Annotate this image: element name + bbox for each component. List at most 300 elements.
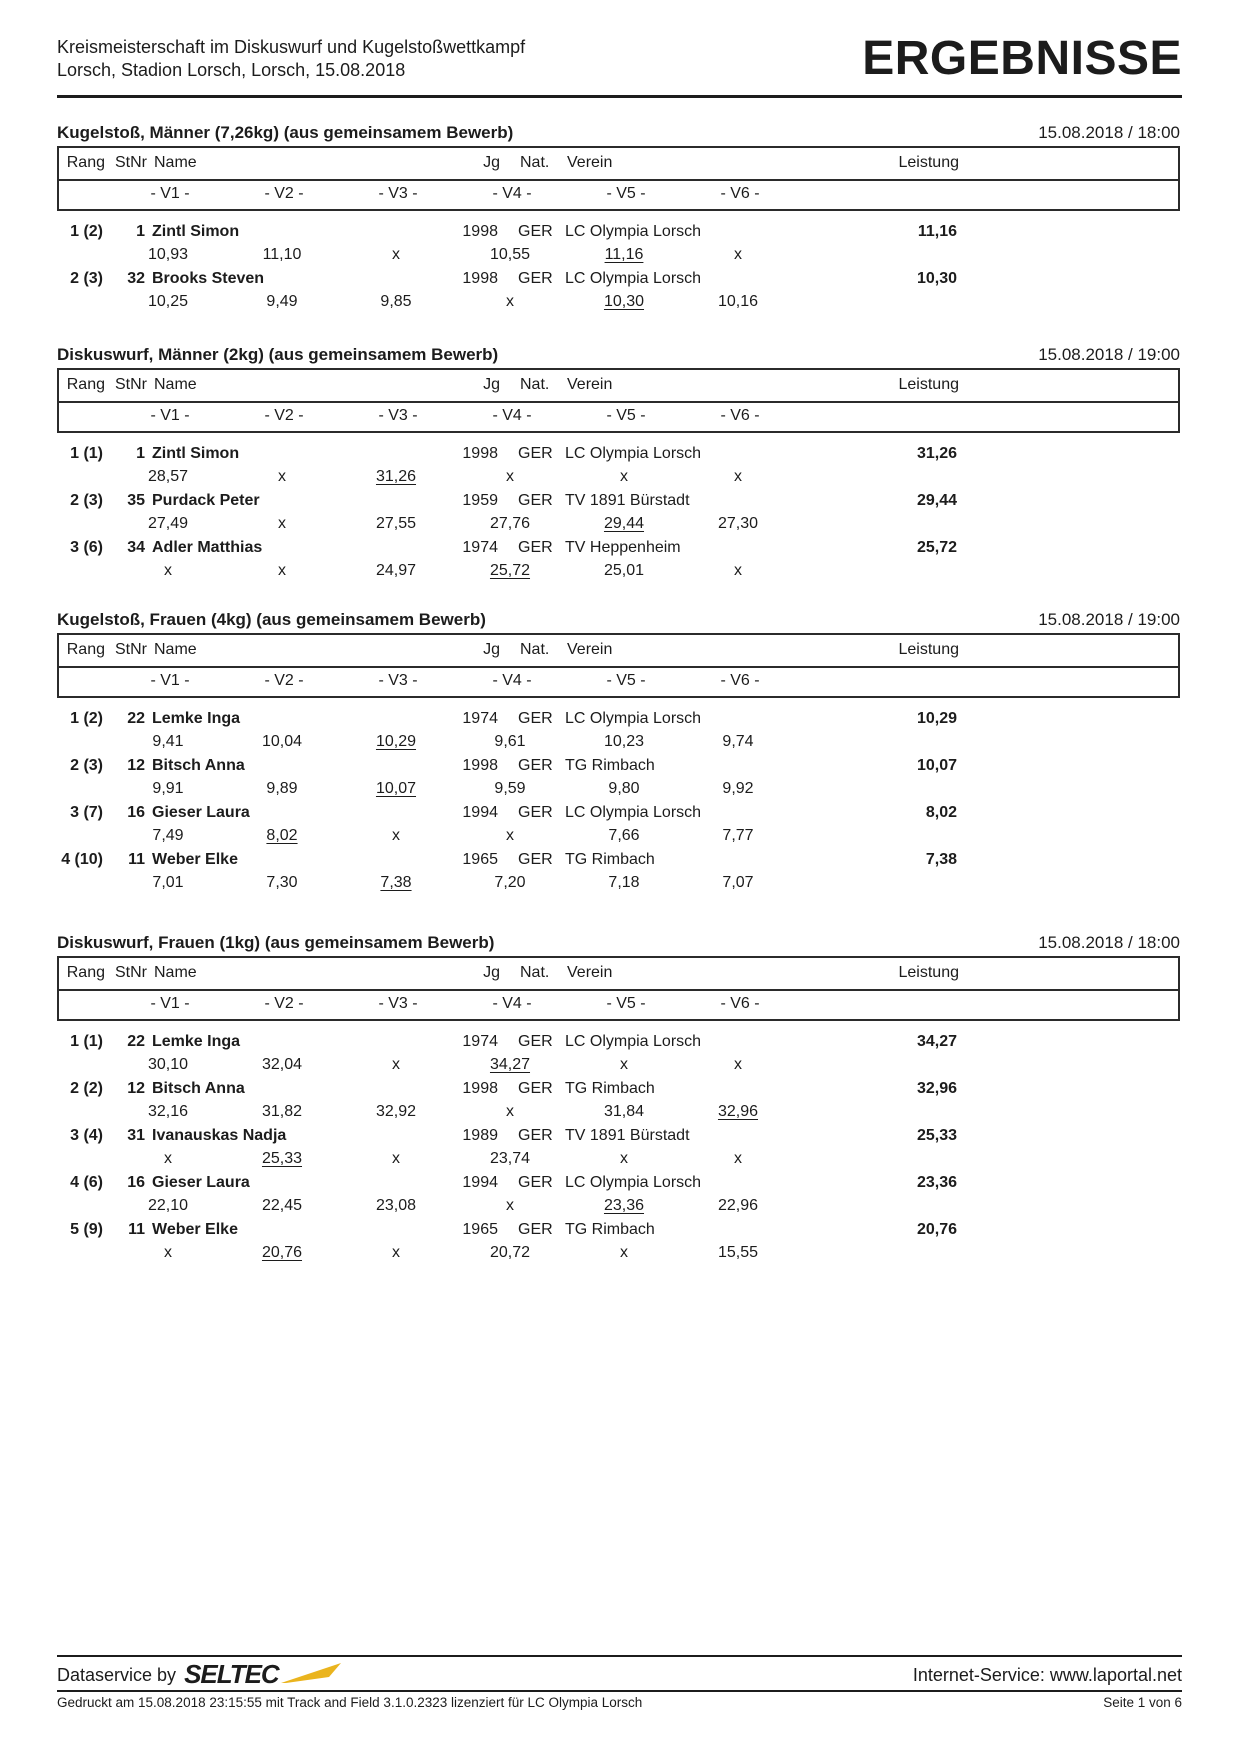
- entry-main-row: [57, 220, 1180, 243]
- col-header-v6: - V6 -: [720, 185, 760, 202]
- col-header-v1: - V1 -: [150, 672, 190, 689]
- attempt-v4: 20,72: [489, 1244, 531, 1261]
- attempt-v4: 9,61: [494, 733, 526, 750]
- entry-nationality: GER: [518, 851, 553, 868]
- attempt-v4: 27,76: [489, 515, 531, 532]
- entry-bib: 35: [127, 492, 145, 509]
- entry-bib: 22: [127, 710, 145, 727]
- entries-list: [57, 1030, 1180, 1264]
- entry-result: 11,16: [917, 223, 957, 240]
- entry-nationality: GER: [518, 1221, 553, 1238]
- entry-result: 10,07: [916, 757, 957, 774]
- entry-rank: 3 (7): [70, 804, 103, 821]
- entry-result: 20,76: [916, 1221, 957, 1238]
- attempt-v5: 31,84: [603, 1103, 645, 1120]
- entry-athlete-name: Lemke Inga: [152, 1033, 241, 1050]
- attempt-v6: 10,16: [717, 293, 759, 310]
- attempt-v5: x: [620, 1150, 628, 1167]
- entry-club: TG Rimbach: [565, 1080, 655, 1097]
- entry-bib: 1: [136, 445, 145, 462]
- col-header-name: Name: [154, 376, 197, 393]
- col-header-nat: Nat.: [520, 964, 550, 981]
- col-header-stnr: StNr: [115, 641, 147, 658]
- entry-birthyear: 1974: [462, 539, 498, 556]
- entry-club: LC Olympia Lorsch: [565, 804, 702, 821]
- result-entry: [57, 1124, 1180, 1170]
- entry-club: TV 1891 Bürstadt: [565, 1127, 690, 1144]
- attempt-v6: 7,07: [722, 874, 754, 891]
- entry-result: 29,44: [916, 492, 957, 509]
- entry-result: 23,36: [916, 1174, 957, 1191]
- entry-birthyear: 1965: [462, 1221, 498, 1238]
- entry-nationality: GER: [518, 710, 553, 727]
- entry-main-row: [57, 1077, 1180, 1100]
- dataservice-prefix: Dataservice by: [57, 1665, 177, 1685]
- entry-attempts-row: [111, 777, 1180, 800]
- attempt-v1: 32,16: [147, 1103, 189, 1120]
- entry-main-row: [57, 1171, 1180, 1194]
- col-header-v4: - V4 -: [492, 407, 532, 424]
- entry-result: 10,30: [916, 270, 957, 287]
- entry-bib: 12: [127, 757, 145, 774]
- col-header-v6: - V6 -: [720, 672, 760, 689]
- entry-athlete-name: Brooks Steven: [152, 270, 265, 287]
- col-header-leistung: Leistung: [898, 964, 959, 981]
- attempt-v1: x: [164, 1150, 172, 1167]
- entry-club: LC Olympia Lorsch: [565, 710, 702, 727]
- entry-nationality: GER: [518, 539, 553, 556]
- attempt-v2: x: [278, 515, 286, 532]
- page-title: ERGEBNISSE: [862, 32, 1182, 85]
- footer-main-row: [57, 1657, 1182, 1690]
- entry-birthyear: 1994: [462, 804, 498, 821]
- entry-birthyear: 1959: [462, 492, 498, 509]
- attempt-v6: x: [734, 1150, 742, 1167]
- attempt-v3: 10,07: [375, 780, 417, 797]
- printed-info: Gedruckt am 15.08.2018 23:15:55 mit Track and Field 3.1.0.2323 lizenziert für LC Olympia Lorsch: [57, 1695, 643, 1710]
- attempt-v6: 9,74: [722, 733, 754, 750]
- attempt-v5: 10,23: [603, 733, 645, 750]
- entry-athlete-name: Zintl Simon: [152, 445, 240, 462]
- attempt-v3: 9,85: [380, 293, 412, 310]
- event-title: Kreismeisterschaft im Diskuswurf und Kugelstoßwettkampf: [57, 37, 526, 57]
- attempt-v4: 23,74: [489, 1150, 531, 1167]
- attempt-v4: x: [506, 293, 514, 310]
- entry-rank: 2 (3): [70, 757, 103, 774]
- entry-bib: 16: [127, 804, 145, 821]
- entry-birthyear: 1974: [462, 710, 498, 727]
- result-section: [57, 344, 1180, 583]
- entry-attempts-row: [111, 512, 1180, 535]
- entry-main-row: [57, 754, 1180, 777]
- result-entry: [57, 442, 1180, 488]
- entry-birthyear: 1989: [462, 1127, 498, 1144]
- entry-attempts-row: [111, 290, 1180, 313]
- col-header-stnr: StNr: [115, 376, 147, 393]
- page-number: Seite 1 von 6: [1103, 1695, 1182, 1710]
- entry-rank: 5 (9): [70, 1221, 103, 1238]
- result-section: [57, 609, 1180, 895]
- attempt-header-row: [59, 401, 1178, 431]
- entry-athlete-name: Bitsch Anna: [152, 1080, 245, 1097]
- entry-club: LC Olympia Lorsch: [565, 1174, 702, 1191]
- entry-club: LC Olympia Lorsch: [565, 270, 702, 287]
- entry-result: 8,02: [925, 804, 957, 821]
- table-header-box: [57, 956, 1180, 1021]
- result-entry: [57, 489, 1180, 535]
- attempt-header-row: [59, 666, 1178, 696]
- col-header-v5: - V5 -: [606, 407, 646, 424]
- attempt-v5: x: [620, 1244, 628, 1261]
- entry-athlete-name: Ivanauskas Nadja: [152, 1127, 287, 1144]
- col-header-v1: - V1 -: [150, 407, 190, 424]
- result-entry: [57, 267, 1180, 313]
- entry-bib: 11: [128, 851, 145, 868]
- section-header: [57, 609, 1180, 630]
- entry-rank: 1 (2): [70, 223, 103, 240]
- page-header: [57, 32, 1182, 85]
- attempt-v2: 11,10: [262, 246, 302, 263]
- col-header-verein: Verein: [567, 964, 613, 981]
- entry-main-row: [57, 848, 1180, 871]
- column-header-row: [59, 635, 1178, 666]
- attempt-v6: 9,92: [722, 780, 754, 797]
- attempt-v5: 7,66: [608, 827, 640, 844]
- entry-club: LC Olympia Lorsch: [565, 1033, 702, 1050]
- attempt-v3: x: [392, 246, 400, 263]
- entry-nationality: GER: [518, 492, 553, 509]
- entry-rank: 1 (1): [70, 1033, 103, 1050]
- entry-rank: 3 (6): [70, 539, 103, 556]
- attempt-v3: 32,92: [375, 1103, 417, 1120]
- entry-rank: 1 (2): [70, 710, 103, 727]
- entry-attempts-row: [111, 824, 1180, 847]
- col-header-v3: - V3 -: [378, 407, 418, 424]
- entry-athlete-name: Gieser Laura: [152, 1174, 250, 1191]
- col-header-v3: - V3 -: [378, 672, 418, 689]
- entry-result: 25,33: [916, 1127, 957, 1144]
- attempt-v2: 20,76: [261, 1244, 303, 1261]
- entry-rank: 1 (1): [70, 445, 103, 462]
- entry-attempts-row: [111, 1053, 1180, 1076]
- column-header-row: [59, 370, 1178, 401]
- entry-rank: 3 (4): [70, 1127, 103, 1144]
- attempt-v1: 10,25: [147, 293, 189, 310]
- header-divider: [57, 95, 1182, 98]
- entry-main-row: [57, 536, 1180, 559]
- attempt-v5: 23,36: [603, 1197, 645, 1214]
- col-header-v6: - V6 -: [720, 407, 760, 424]
- entry-nationality: GER: [518, 270, 553, 287]
- attempt-v2: 7,30: [266, 874, 298, 891]
- entry-athlete-name: Zintl Simon: [152, 223, 240, 240]
- attempt-v6: 32,96: [717, 1103, 759, 1120]
- entry-nationality: GER: [518, 757, 553, 774]
- entry-attempts-row: [111, 1100, 1180, 1123]
- col-header-v2: - V2 -: [264, 995, 304, 1012]
- attempt-v2: x: [278, 562, 286, 579]
- entry-birthyear: 1998: [462, 445, 498, 462]
- entry-athlete-name: Gieser Laura: [152, 804, 250, 821]
- column-header-row: [59, 958, 1178, 989]
- entries-list: [57, 707, 1180, 894]
- entry-main-row: [57, 707, 1180, 730]
- attempt-v6: x: [734, 468, 742, 485]
- col-header-name: Name: [154, 964, 197, 981]
- entry-club: LC Olympia Lorsch: [565, 445, 702, 462]
- entry-nationality: GER: [518, 1127, 553, 1144]
- result-entry: [57, 754, 1180, 800]
- entry-rank: 2 (3): [70, 492, 103, 509]
- entry-nationality: GER: [518, 804, 553, 821]
- col-header-nat: Nat.: [520, 641, 550, 658]
- entry-main-row: [57, 267, 1180, 290]
- entry-nationality: GER: [518, 223, 553, 240]
- entry-birthyear: 1998: [462, 270, 498, 287]
- result-section: [57, 122, 1180, 314]
- col-header-leistung: Leistung: [898, 376, 959, 393]
- entry-athlete-name: Adler Matthias: [152, 539, 263, 556]
- attempt-v4: 9,59: [494, 780, 526, 797]
- attempt-v3: 10,29: [375, 733, 417, 750]
- col-header-rang: Rang: [66, 641, 105, 658]
- attempt-v4: x: [506, 827, 514, 844]
- entry-nationality: GER: [518, 445, 553, 462]
- entry-attempts-row: [111, 559, 1180, 582]
- entry-bib: 31: [127, 1127, 145, 1144]
- attempt-v5: x: [620, 1056, 628, 1073]
- internet-service-link[interactable]: Internet-Service: www.laportal.net: [912, 1665, 1182, 1685]
- col-header-v5: - V5 -: [606, 995, 646, 1012]
- entry-result: 31,26: [916, 445, 957, 462]
- col-header-jg: Jg: [483, 641, 500, 658]
- entry-bib: 22: [127, 1033, 145, 1050]
- entry-rank: 2 (2): [70, 1080, 103, 1097]
- entry-bib: 32: [127, 270, 145, 287]
- result-entry: [57, 707, 1180, 753]
- section-datetime: 15.08.2018 / 18:00: [1038, 933, 1180, 952]
- attempt-v2: 32,04: [261, 1056, 303, 1073]
- section-header: [57, 122, 1180, 143]
- col-header-v4: - V4 -: [492, 995, 532, 1012]
- entry-main-row: [57, 1218, 1180, 1241]
- entry-club: TG Rimbach: [565, 851, 655, 868]
- entry-result: 10,29: [916, 710, 957, 727]
- section-datetime: 15.08.2018 / 19:00: [1038, 345, 1180, 364]
- entry-club: TV 1891 Bürstadt: [565, 492, 690, 509]
- attempt-v4: x: [506, 1103, 514, 1120]
- attempt-v5: 9,80: [608, 780, 640, 797]
- attempt-v3: 7,38: [380, 874, 412, 891]
- entry-result: 25,72: [916, 539, 957, 556]
- col-header-name: Name: [154, 641, 197, 658]
- entry-birthyear: 1974: [462, 1033, 498, 1050]
- col-header-nat: Nat.: [520, 376, 550, 393]
- entry-birthyear: 1994: [462, 1174, 498, 1191]
- section-title: Diskuswurf, Frauen (1kg) (aus gemeinsamem Bewerb): [57, 933, 495, 952]
- col-header-leistung: Leistung: [898, 641, 959, 658]
- col-header-stnr: StNr: [115, 964, 147, 981]
- entry-birthyear: 1965: [462, 851, 498, 868]
- table-header-box: [57, 633, 1180, 698]
- attempt-v1: 9,91: [152, 780, 184, 797]
- attempt-v1: 7,01: [152, 874, 184, 891]
- col-header-leistung: Leistung: [898, 154, 959, 171]
- attempt-v3: x: [392, 1056, 400, 1073]
- col-header-v6: - V6 -: [720, 995, 760, 1012]
- col-header-v4: - V4 -: [492, 185, 532, 202]
- entry-athlete-name: Lemke Inga: [152, 710, 241, 727]
- entry-rank: 2 (3): [70, 270, 103, 287]
- attempt-v3: x: [392, 1150, 400, 1167]
- attempt-v2: 10,04: [261, 733, 303, 750]
- attempt-v3: 27,55: [375, 515, 417, 532]
- result-entry: [57, 848, 1180, 894]
- col-header-v3: - V3 -: [378, 995, 418, 1012]
- attempt-v4: x: [506, 1197, 514, 1214]
- entry-club: LC Olympia Lorsch: [565, 223, 702, 240]
- attempt-v6: x: [734, 246, 742, 263]
- result-entry: [57, 1077, 1180, 1123]
- attempt-v1: x: [164, 1244, 172, 1261]
- entry-attempts-row: [111, 1241, 1180, 1264]
- entry-main-row: [57, 489, 1180, 512]
- entry-attempts-row: [111, 465, 1180, 488]
- section-title: Kugelstoß, Männer (7,26kg) (aus gemeinsamem Bewerb): [57, 123, 514, 142]
- entry-result: 32,96: [916, 1080, 957, 1097]
- attempt-v2: 9,49: [266, 293, 298, 310]
- attempt-v3: 31,26: [375, 468, 417, 485]
- entry-main-row: [57, 1124, 1180, 1147]
- result-entry: [57, 1171, 1180, 1217]
- attempt-v6: 7,77: [722, 827, 754, 844]
- attempt-v5: 29,44: [603, 515, 645, 532]
- attempt-v3: x: [392, 1244, 400, 1261]
- entry-bib: 16: [127, 1174, 145, 1191]
- result-section: [57, 932, 1180, 1265]
- section-title: Kugelstoß, Frauen (4kg) (aus gemeinsamem Bewerb): [57, 610, 486, 629]
- col-header-v4: - V4 -: [492, 672, 532, 689]
- entry-attempts-row: [111, 243, 1180, 266]
- result-entry: [57, 536, 1180, 582]
- attempt-v1: 9,41: [152, 733, 184, 750]
- attempt-v3: x: [392, 827, 400, 844]
- attempt-v2: 8,02: [266, 827, 298, 844]
- result-entry: [57, 1218, 1180, 1264]
- entry-attempts-row: [111, 871, 1180, 894]
- attempt-v5: 7,18: [608, 874, 640, 891]
- footer-fine-row: [57, 1692, 1182, 1710]
- col-header-verein: Verein: [567, 154, 613, 171]
- entries-list: [57, 220, 1180, 313]
- attempt-v2: 9,89: [266, 780, 298, 797]
- attempt-v6: 27,30: [717, 515, 759, 532]
- entries-list: [57, 442, 1180, 582]
- seltec-logo: SELTEC: [184, 1659, 279, 1689]
- col-header-rang: Rang: [66, 154, 105, 171]
- attempt-v2: 25,33: [261, 1150, 303, 1167]
- entry-birthyear: 1998: [462, 757, 498, 774]
- attempt-v5: x: [620, 468, 628, 485]
- attempt-v3: 23,08: [375, 1197, 417, 1214]
- result-entry: [57, 220, 1180, 266]
- entry-attempts-row: [111, 1147, 1180, 1170]
- attempt-v4: 7,20: [494, 874, 526, 891]
- entry-main-row: [57, 1030, 1180, 1053]
- attempt-v6: 15,55: [717, 1244, 759, 1261]
- attempt-v1: 22,10: [147, 1197, 189, 1214]
- attempt-v6: x: [734, 562, 742, 579]
- entry-bib: 12: [127, 1080, 145, 1097]
- entry-athlete-name: Weber Elke: [152, 851, 238, 868]
- result-entry: [57, 1030, 1180, 1076]
- section-header: [57, 932, 1180, 953]
- entry-birthyear: 1998: [462, 223, 498, 240]
- seltec-swoosh-icon: [281, 1662, 343, 1684]
- entry-bib: 1: [136, 223, 145, 240]
- table-header-box: [57, 368, 1180, 433]
- col-header-verein: Verein: [567, 376, 613, 393]
- attempt-v1: 7,49: [152, 827, 184, 844]
- entry-rank: 4 (6): [70, 1174, 103, 1191]
- attempt-v2: x: [278, 468, 286, 485]
- section-datetime: 15.08.2018 / 18:00: [1038, 123, 1180, 142]
- col-header-rang: Rang: [66, 964, 105, 981]
- attempt-v6: x: [734, 1056, 742, 1073]
- event-info: [57, 36, 525, 82]
- col-header-jg: Jg: [483, 964, 500, 981]
- col-header-v2: - V2 -: [264, 407, 304, 424]
- attempt-v4: 25,72: [489, 562, 531, 579]
- col-header-v5: - V5 -: [606, 672, 646, 689]
- entry-club: TV Heppenheim: [565, 539, 681, 556]
- entry-club: TG Rimbach: [565, 1221, 655, 1238]
- col-header-jg: Jg: [483, 376, 500, 393]
- entry-athlete-name: Purdack Peter: [152, 492, 260, 509]
- entry-nationality: GER: [518, 1080, 553, 1097]
- attempt-header-row: [59, 989, 1178, 1019]
- dataservice-credit: [57, 1659, 343, 1689]
- entry-result: 7,38: [925, 851, 957, 868]
- attempt-v1: 30,10: [147, 1056, 189, 1073]
- attempt-v4: 10,55: [489, 246, 531, 263]
- entry-attempts-row: [111, 1194, 1180, 1217]
- attempt-v1: 28,57: [147, 468, 189, 485]
- col-header-jg: Jg: [483, 154, 500, 171]
- col-header-v2: - V2 -: [264, 185, 304, 202]
- col-header-v2: - V2 -: [264, 672, 304, 689]
- attempt-v2: 31,82: [261, 1103, 303, 1120]
- col-header-v1: - V1 -: [150, 185, 190, 202]
- attempt-v1: x: [164, 562, 172, 579]
- col-header-nat: Nat.: [520, 154, 550, 171]
- entry-athlete-name: Bitsch Anna: [152, 757, 245, 774]
- entry-club: TG Rimbach: [565, 757, 655, 774]
- entry-result: 34,27: [916, 1033, 957, 1050]
- attempt-v5: 10,30: [603, 293, 645, 310]
- attempt-v3: 24,97: [375, 562, 417, 579]
- section-title: Diskuswurf, Männer (2kg) (aus gemeinsamem Bewerb): [57, 345, 499, 364]
- entry-bib: 11: [128, 1221, 145, 1238]
- entry-main-row: [57, 442, 1180, 465]
- attempt-header-row: [59, 179, 1178, 209]
- col-header-verein: Verein: [567, 641, 613, 658]
- attempt-v2: 22,45: [261, 1197, 303, 1214]
- entry-rank: 4 (10): [61, 851, 103, 868]
- attempt-v5: 11,16: [604, 246, 644, 263]
- col-header-v5: - V5 -: [606, 185, 646, 202]
- column-header-row: [59, 148, 1178, 179]
